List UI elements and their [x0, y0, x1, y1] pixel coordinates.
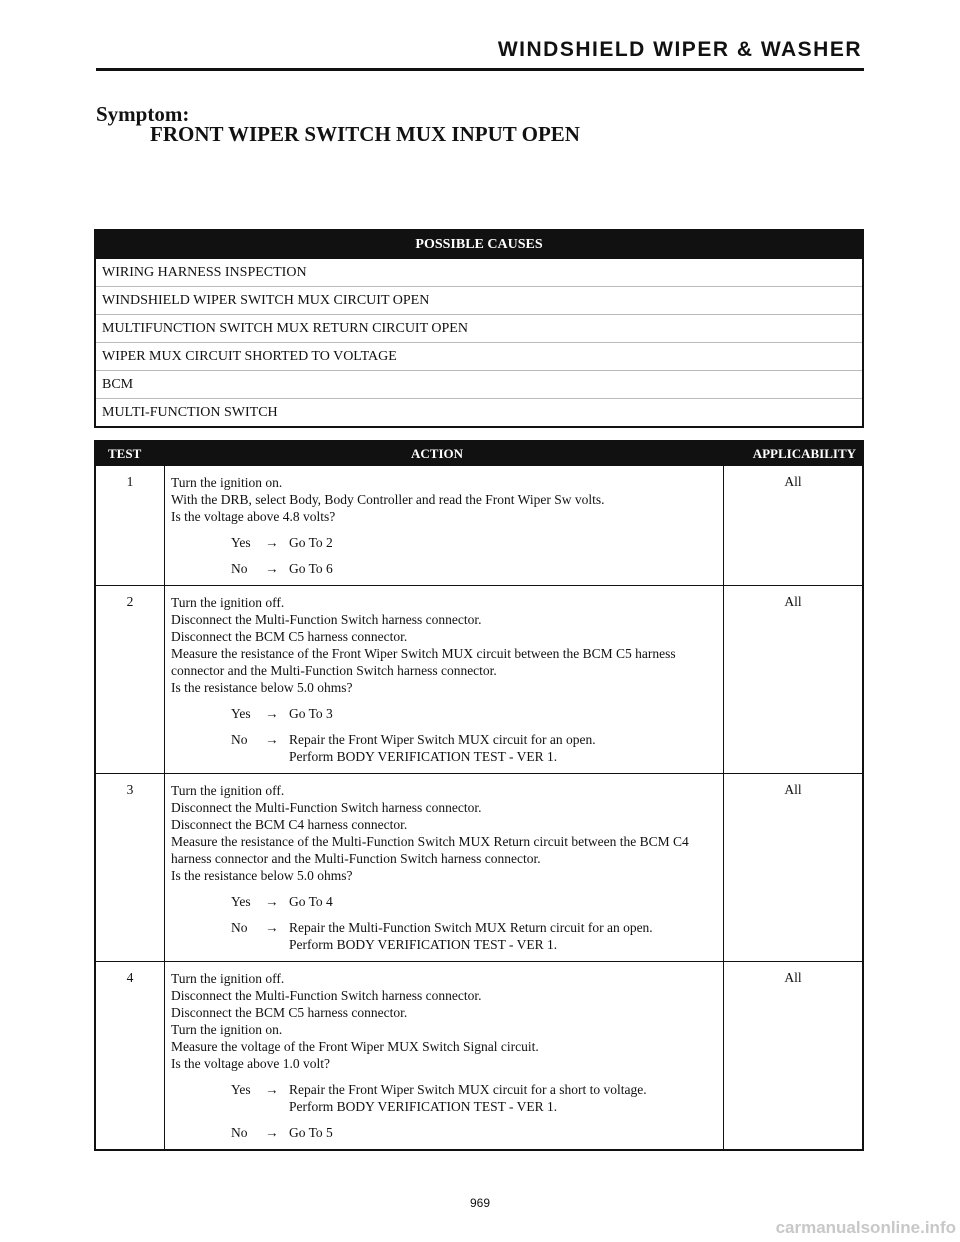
answer-label: Yes: [231, 1082, 251, 1097]
symptom-label: Symptom:: [96, 102, 190, 126]
answer-row: [171, 705, 719, 722]
test-action: [165, 466, 724, 585]
answer-result: [289, 919, 719, 953]
arrow-icon: →: [265, 1125, 279, 1140]
cause-row: WINDSHIELD WIPER SWITCH MUX CIRCUIT OPEN: [96, 287, 862, 315]
test-number: 4: [96, 962, 165, 1149]
action-line: Turn the ignition off.: [171, 595, 285, 610]
test-applicability: All: [784, 782, 802, 797]
header-action: ACTION: [411, 446, 464, 461]
action-line: Disconnect the BCM C5 harness connector.: [171, 1005, 408, 1020]
test-row: [96, 466, 862, 585]
test-row: [96, 961, 862, 1149]
page-number: 969: [469, 1196, 491, 1210]
answer-result: [289, 1081, 719, 1115]
answer-row: [171, 1124, 719, 1141]
cause-row: BCM: [96, 371, 862, 399]
answer-result: [289, 534, 719, 551]
answer-result-line: Go To 4: [289, 894, 333, 909]
action-line: Is the resistance below 5.0 ohms?: [171, 868, 353, 883]
header-test: TEST: [108, 446, 142, 461]
arrow-icon: →: [265, 1082, 279, 1097]
answer-label: No: [231, 561, 248, 576]
answer-result-line: Go To 6: [289, 561, 333, 576]
header-applicability: APPLICABILITY: [752, 446, 856, 461]
action-line: Is the resistance below 5.0 ohms?: [171, 680, 353, 695]
test-applicability: All: [784, 594, 802, 609]
answer-row: [171, 560, 719, 577]
action-line: Measure the resistance of the Front Wiper Switch MUX circuit between the BCM C5 harness connector and the Multi-Function Switch harness connector.: [171, 646, 676, 678]
header-rule: [96, 68, 864, 71]
action-line: Measure the resistance of the Multi-Function Switch MUX Return circuit between the BCM C4 harness connector and the Multi-Function Switch harness connector.: [171, 834, 689, 866]
arrow-icon: →: [265, 920, 279, 935]
answer-result: [289, 560, 719, 577]
action-line: Turn the ignition on.: [171, 1022, 283, 1037]
test-action: [165, 962, 724, 1149]
answer-result-line: Perform BODY VERIFICATION TEST - VER 1.: [289, 1099, 558, 1114]
test-number: 2: [96, 586, 165, 773]
arrow-icon: →: [265, 561, 279, 576]
action-line: Is the voltage above 4.8 volts?: [171, 509, 336, 524]
answer-result: [289, 1124, 719, 1141]
answer-result-line: Repair the Multi-Function Switch MUX Return circuit for an open.: [289, 920, 653, 935]
answer-result-line: Perform BODY VERIFICATION TEST - VER 1.: [289, 937, 558, 952]
answer-row: [171, 919, 719, 953]
answer-row: [171, 534, 719, 551]
action-line: Turn the ignition off.: [171, 783, 285, 798]
arrow-icon: →: [265, 535, 279, 550]
arrow-icon: →: [265, 732, 279, 747]
action-line: Disconnect the Multi-Function Switch harness connector.: [171, 612, 482, 627]
test-table-header: [96, 442, 862, 466]
answer-row: [171, 893, 719, 910]
test-row: [96, 773, 862, 961]
action-line: Disconnect the BCM C5 harness connector.: [171, 629, 408, 644]
answer-result-line: Perform BODY VERIFICATION TEST - VER 1.: [289, 749, 558, 764]
answer-result-line: Go To 2: [289, 535, 333, 550]
test-row: [96, 585, 862, 773]
answer-label: No: [231, 732, 248, 747]
page-header-title: WINDSHIELD WIPER & WASHER: [497, 38, 862, 61]
action-line: Disconnect the BCM C4 harness connector.: [171, 817, 408, 832]
action-line: Disconnect the Multi-Function Switch harness connector.: [171, 988, 482, 1003]
action-line: Turn the ignition on.: [171, 475, 283, 490]
action-line: Measure the voltage of the Front Wiper MUX Switch Signal circuit.: [171, 1039, 539, 1054]
cause-row: WIRING HARNESS INSPECTION: [96, 259, 862, 287]
answer-row: [171, 1081, 719, 1115]
possible-causes-box: [94, 229, 864, 428]
cause-row: WIPER MUX CIRCUIT SHORTED TO VOLTAGE: [96, 343, 862, 371]
cause-row: MULTIFUNCTION SWITCH MUX RETURN CIRCUIT OPEN: [96, 315, 862, 343]
test-table: [94, 440, 864, 1151]
test-applicability: All: [784, 474, 802, 489]
watermark: carmanualsonline.info: [775, 1218, 956, 1237]
test-action: [165, 774, 724, 961]
answer-label: No: [231, 920, 248, 935]
arrow-icon: →: [265, 894, 279, 909]
answer-label: No: [231, 1125, 248, 1140]
answer-result: [289, 893, 719, 910]
symptom-title: FRONT WIPER SWITCH MUX INPUT OPEN: [150, 122, 580, 146]
arrow-icon: →: [265, 706, 279, 721]
answer-row: [171, 731, 719, 765]
action-line: Is the voltage above 1.0 volt?: [171, 1056, 330, 1071]
cause-row: MULTI-FUNCTION SWITCH: [102, 405, 278, 420]
answer-result-line: Go To 3: [289, 706, 333, 721]
test-rows: [96, 466, 862, 1149]
answer-result-line: Repair the Front Wiper Switch MUX circuit for an open.: [289, 732, 596, 747]
action-line: Turn the ignition off.: [171, 971, 285, 986]
answer-label: Yes: [231, 706, 251, 721]
answer-label: Yes: [231, 535, 251, 550]
action-line: Disconnect the Multi-Function Switch harness connector.: [171, 800, 482, 815]
answer-result: [289, 705, 719, 722]
answer-result-line: Repair the Front Wiper Switch MUX circuit for a short to voltage.: [289, 1082, 647, 1097]
answer-result: [289, 731, 719, 765]
test-applicability: All: [784, 970, 802, 985]
possible-causes-heading: POSSIBLE CAUSES: [96, 231, 862, 259]
test-action: [165, 586, 724, 773]
action-line: With the DRB, select Body, Body Controller and read the Front Wiper Sw volts.: [171, 492, 605, 507]
answer-label: Yes: [231, 894, 251, 909]
test-number: 1: [96, 466, 165, 585]
answer-result-line: Go To 5: [289, 1125, 333, 1140]
test-number: 3: [96, 774, 165, 961]
